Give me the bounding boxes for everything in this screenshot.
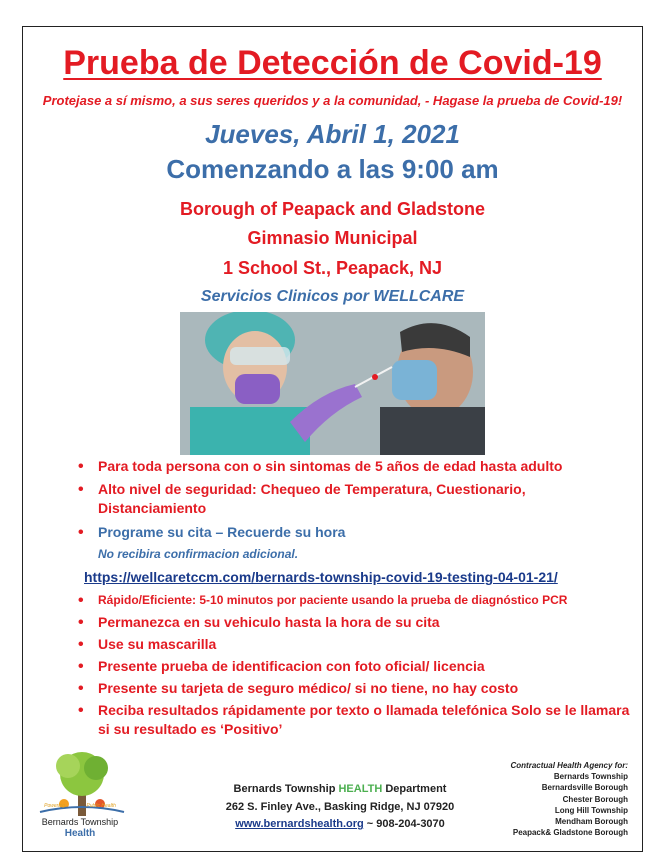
- info-bullets-2: [70, 591, 630, 739]
- location-line-2: Gimnasio Municipal: [247, 228, 418, 248]
- agency-item: Mendham Borough: [555, 817, 628, 827]
- agency-list: [408, 760, 628, 838]
- bullet-safety: • Alto nivel de seguridad: Chequeo de Temperatura, Cuestionario, Distanciamiento: [70, 480, 630, 518]
- location-line-3: 1 School St., Peapack, NJ: [222, 258, 443, 278]
- agency-item: Peapack& Gladstone Borough: [512, 828, 628, 838]
- agency-item: Bernardsville Borough: [541, 783, 628, 793]
- event-time: Comenzando a las 9:00 am: [166, 154, 499, 184]
- location-line-1: Borough of Peapack and Gladstone: [179, 199, 486, 219]
- services-line: Servicios Clinicos por WELLCARE: [200, 288, 465, 305]
- dept-name-health: HEALTH: [338, 783, 383, 795]
- tagline: Protejase a sí mismo, a sus seres queridos y a la comunidad, - Hagase la prueba de Covid-19!: [42, 93, 623, 108]
- appointment-note: No recibira confirmacion adicional.: [98, 547, 299, 561]
- agency-header: Contractual Health Agency for:: [510, 761, 628, 770]
- bullet-id: • Presente prueba de identificacion con foto oficial/ licencia: [70, 657, 630, 676]
- flyer-title: Prueba de Detección de Covid-19: [63, 44, 602, 82]
- department-address: 262 S. Finley Ave., Basking Ridge, NJ 07920: [225, 801, 455, 813]
- info-bullets: [70, 457, 630, 564]
- registration-link[interactable]: https://wellcaretccm.com/bernards-township-covid-19-testing-04-01-21/: [84, 569, 558, 585]
- dept-name-post: Department: [382, 783, 447, 795]
- logo-tag-right: Public Health: [86, 803, 116, 809]
- logo-tag-left: Powering: [44, 803, 65, 809]
- event-date: Jueves, Abril 1, 2021: [205, 119, 460, 149]
- agency-item: Bernards Township: [553, 772, 628, 782]
- bullet-mask: • Use su mascarilla: [70, 635, 630, 654]
- bullet-stay-in-vehicle: • Permanezca en su vehiculo hasta la hora de su cita: [70, 613, 630, 632]
- logo-text-health: Health: [64, 828, 96, 839]
- bullet-results: • Reciba resultados rápidamente por texto o llamada telefónica Solo se le llamara si su resultado es ‘Positivo’: [70, 701, 630, 739]
- agency-item: Long Hill Township: [554, 805, 628, 815]
- bullet-appointment: • Programe su cita – Recuerde su hora: [70, 523, 630, 542]
- logo-text: Bernards Township: [41, 817, 119, 827]
- bullet-insurance: • Presente su tarjeta de seguro médico/ si no tiene, no hay costo: [70, 679, 630, 698]
- agency-item: Chester Borough: [562, 794, 628, 804]
- phone-number: ~ 908-204-3070: [363, 818, 445, 830]
- bullet-eligibility: • Para toda persona con o sin sintomas de 5 años de edad hasta adulto: [70, 457, 630, 476]
- testing-photo: [180, 312, 485, 455]
- website-link[interactable]: www.bernardshealth.org: [235, 818, 364, 830]
- dept-name-pre: Bernards Township: [233, 783, 339, 795]
- bullet-fast: • Rápido/Eficiente: 5-10 minutos por paciente usando la prueba de diagnóstico PCR: [70, 591, 630, 610]
